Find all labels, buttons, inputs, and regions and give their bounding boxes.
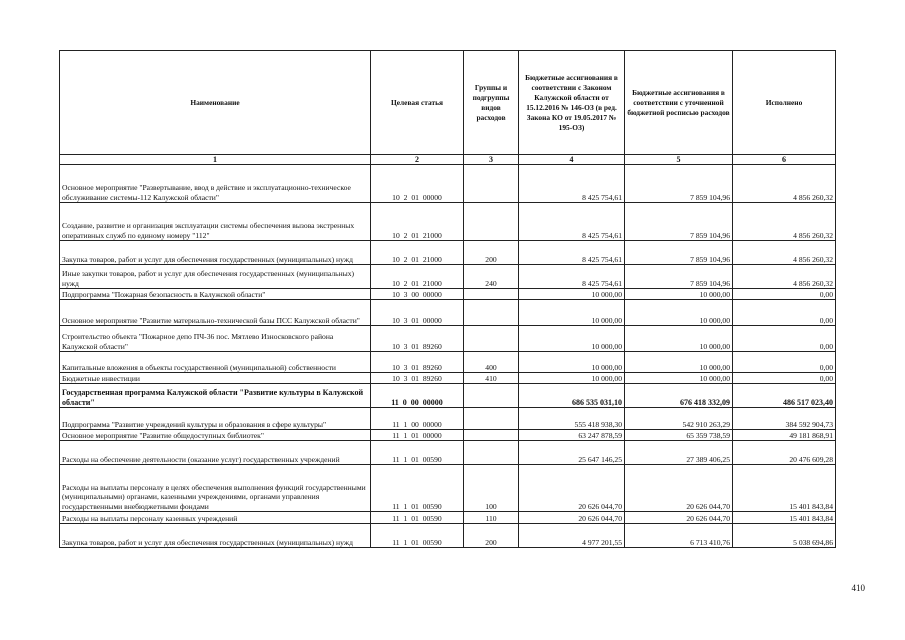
row-group [464, 408, 519, 430]
row-group: 400 [464, 352, 519, 373]
row-law-allocation: 686 535 031,10 [519, 384, 625, 408]
budget-table [59, 50, 836, 548]
column-number: 5 [625, 155, 733, 165]
table-row-bold [60, 384, 836, 408]
row-law-allocation: 8 425 754,61 [519, 165, 625, 203]
row-refined-allocation: 10 000,00 [625, 326, 733, 352]
table-row [60, 241, 836, 265]
row-executed: 0,00 [733, 352, 836, 373]
row-refined-allocation: 10 000,00 [625, 289, 733, 300]
row-name: Подпрограмма "Развитие учреждений культуры и образования в сфере культуры" [60, 408, 371, 430]
table-row [60, 465, 836, 512]
row-refined-allocation: 10 000,00 [625, 300, 733, 326]
row-executed: 15 401 843,84 [733, 512, 836, 524]
table-row [60, 326, 836, 352]
row-executed: 0,00 [733, 326, 836, 352]
row-target-code: 10 2 01 21000 [371, 265, 464, 289]
row-target-code: 10 3 01 89260 [371, 352, 464, 373]
table-row [60, 165, 836, 203]
row-executed: 49 181 868,91 [733, 430, 836, 441]
row-law-allocation: 10 000,00 [519, 373, 625, 384]
row-executed: 4 856 260,32 [733, 203, 836, 241]
header-groups: Группы и подгруппы видов расходов [464, 51, 519, 155]
table-row [60, 289, 836, 300]
row-refined-allocation: 6 713 410,76 [625, 524, 733, 548]
row-executed: 5 038 694,86 [733, 524, 836, 548]
row-refined-allocation: 542 910 263,29 [625, 408, 733, 430]
row-name: Основное мероприятие "Развертывание, ввод в действие и эксплуатационно-техническое обслуживание системы-112 Калужской области" [60, 165, 371, 203]
row-target-code: 11 1 01 00590 [371, 524, 464, 548]
row-name: Иные закупки товаров, работ и услуг для обеспечения государственных (муниципальных) нужд [60, 265, 371, 289]
row-group [464, 384, 519, 408]
column-number: 4 [519, 155, 625, 165]
header-law-allocation: Бюджетные ассигнования в соответствии с Законом Калужской области от 15.12.2016 № 146-ОЗ (в ред. Закона КО от 19.05.2017 № 195-ОЗ) [519, 51, 625, 155]
row-refined-allocation: 65 359 738,59 [625, 430, 733, 441]
row-target-code: 10 3 01 89260 [371, 373, 464, 384]
column-number: 1 [60, 155, 371, 165]
row-name: Закупка товаров, работ и услуг для обеспечения государственных (муниципальных) нужд [60, 241, 371, 265]
row-law-allocation: 8 425 754,61 [519, 203, 625, 241]
table-row [60, 430, 836, 441]
row-name: Расходы на выплаты персоналу казенных учреждений [60, 512, 371, 524]
row-group: 110 [464, 512, 519, 524]
table-row [60, 441, 836, 465]
row-law-allocation: 20 626 044,70 [519, 512, 625, 524]
row-refined-allocation: 7 859 104,96 [625, 265, 733, 289]
row-group [464, 165, 519, 203]
row-law-allocation: 20 626 044,70 [519, 465, 625, 512]
row-executed: 4 856 260,32 [733, 241, 836, 265]
header-name: Наименование [60, 51, 371, 155]
table-row [60, 524, 836, 548]
row-group: 200 [464, 241, 519, 265]
row-group: 240 [464, 265, 519, 289]
row-group [464, 326, 519, 352]
row-executed: 0,00 [733, 373, 836, 384]
table-row [60, 512, 836, 524]
row-target-code: 10 2 01 21000 [371, 203, 464, 241]
row-executed: 384 592 904,73 [733, 408, 836, 430]
header-executed: Исполнено [733, 51, 836, 155]
row-refined-allocation: 10 000,00 [625, 352, 733, 373]
row-name: Капитальные вложения в объекты государственной (муниципальной) собственности [60, 352, 371, 373]
row-executed: 486 517 023,40 [733, 384, 836, 408]
row-name: Создание, развитие и организация эксплуатации системы обеспечения вызова экстренных оперативных служб по единому номеру "112" [60, 203, 371, 241]
row-target-code: 11 1 00 00000 [371, 408, 464, 430]
row-law-allocation: 8 425 754,61 [519, 241, 625, 265]
row-refined-allocation: 7 859 104,96 [625, 203, 733, 241]
row-target-code: 11 1 01 00000 [371, 430, 464, 441]
page-number: 410 [851, 583, 865, 593]
row-target-code: 10 3 01 00000 [371, 300, 464, 326]
row-law-allocation: 8 425 754,61 [519, 265, 625, 289]
row-target-code: 10 2 01 00000 [371, 165, 464, 203]
row-executed: 4 856 260,32 [733, 265, 836, 289]
row-name: Закупка товаров, работ и услуг для обеспечения государственных (муниципальных) нужд [60, 524, 371, 548]
row-target-code: 10 3 00 00000 [371, 289, 464, 300]
row-target-code: 11 0 00 00000 [371, 384, 464, 408]
row-name: Подпрограмма "Пожарная безопасность в Калужской области" [60, 289, 371, 300]
table-row [60, 408, 836, 430]
row-name: Основное мероприятие "Развитие общедоступных библиотек" [60, 430, 371, 441]
row-refined-allocation: 20 626 044,70 [625, 512, 733, 524]
header-row [60, 51, 836, 155]
column-number: 2 [371, 155, 464, 165]
table-row [60, 373, 836, 384]
row-target-code: 11 1 01 00590 [371, 512, 464, 524]
row-law-allocation: 25 647 146,25 [519, 441, 625, 465]
row-law-allocation: 555 418 938,30 [519, 408, 625, 430]
column-number-row [60, 155, 836, 165]
row-refined-allocation: 27 389 406,25 [625, 441, 733, 465]
row-executed: 4 856 260,32 [733, 165, 836, 203]
row-law-allocation: 4 977 201,55 [519, 524, 625, 548]
row-name: Строительство объекта "Пожарное депо ПЧ-36 пос. Мятлево Износковского района Калужской области" [60, 326, 371, 352]
table-row [60, 300, 836, 326]
row-group: 410 [464, 373, 519, 384]
row-group [464, 430, 519, 441]
column-number: 6 [733, 155, 836, 165]
row-group [464, 441, 519, 465]
header-target: Целевая статья [371, 51, 464, 155]
row-executed: 0,00 [733, 300, 836, 326]
column-number: 3 [464, 155, 519, 165]
budget-table-sheet [59, 50, 835, 548]
row-refined-allocation: 7 859 104,96 [625, 241, 733, 265]
row-refined-allocation: 676 418 332,09 [625, 384, 733, 408]
table-row [60, 352, 836, 373]
row-law-allocation: 63 247 878,59 [519, 430, 625, 441]
row-executed: 20 476 609,28 [733, 441, 836, 465]
row-law-allocation: 10 000,00 [519, 289, 625, 300]
header-refined-allocation: Бюджетные ассигнования в соответствии с уточненной бюджетной росписью расходов [625, 51, 733, 155]
row-executed: 0,00 [733, 289, 836, 300]
row-target-code: 10 3 01 89260 [371, 326, 464, 352]
table-row [60, 203, 836, 241]
row-name: Расходы на выплаты персоналу в целях обеспечения выполнения функций государственными (муниципальными) органами, казенными учреждениями, органами управления государственными внебюджетными фондами [60, 465, 371, 512]
row-group: 200 [464, 524, 519, 548]
row-name: Государственная программа Калужской области "Развитие культуры в Калужской области" [60, 384, 371, 408]
row-group [464, 289, 519, 300]
table-row [60, 265, 836, 289]
row-group: 100 [464, 465, 519, 512]
row-name: Основное мероприятие "Развитие материально-технической базы ПСС Калужской области" [60, 300, 371, 326]
row-target-code: 11 1 01 00590 [371, 465, 464, 512]
row-refined-allocation: 20 626 044,70 [625, 465, 733, 512]
row-executed: 15 401 843,84 [733, 465, 836, 512]
row-group [464, 203, 519, 241]
row-refined-allocation: 7 859 104,96 [625, 165, 733, 203]
row-group [464, 300, 519, 326]
row-name: Бюджетные инвестиции [60, 373, 371, 384]
row-name: Расходы на обеспечение деятельности (оказание услуг) государственных учреждений [60, 441, 371, 465]
row-refined-allocation: 10 000,00 [625, 373, 733, 384]
row-law-allocation: 10 000,00 [519, 326, 625, 352]
row-target-code: 10 2 01 21000 [371, 241, 464, 265]
row-law-allocation: 10 000,00 [519, 300, 625, 326]
row-law-allocation: 10 000,00 [519, 352, 625, 373]
row-target-code: 11 1 01 00590 [371, 441, 464, 465]
